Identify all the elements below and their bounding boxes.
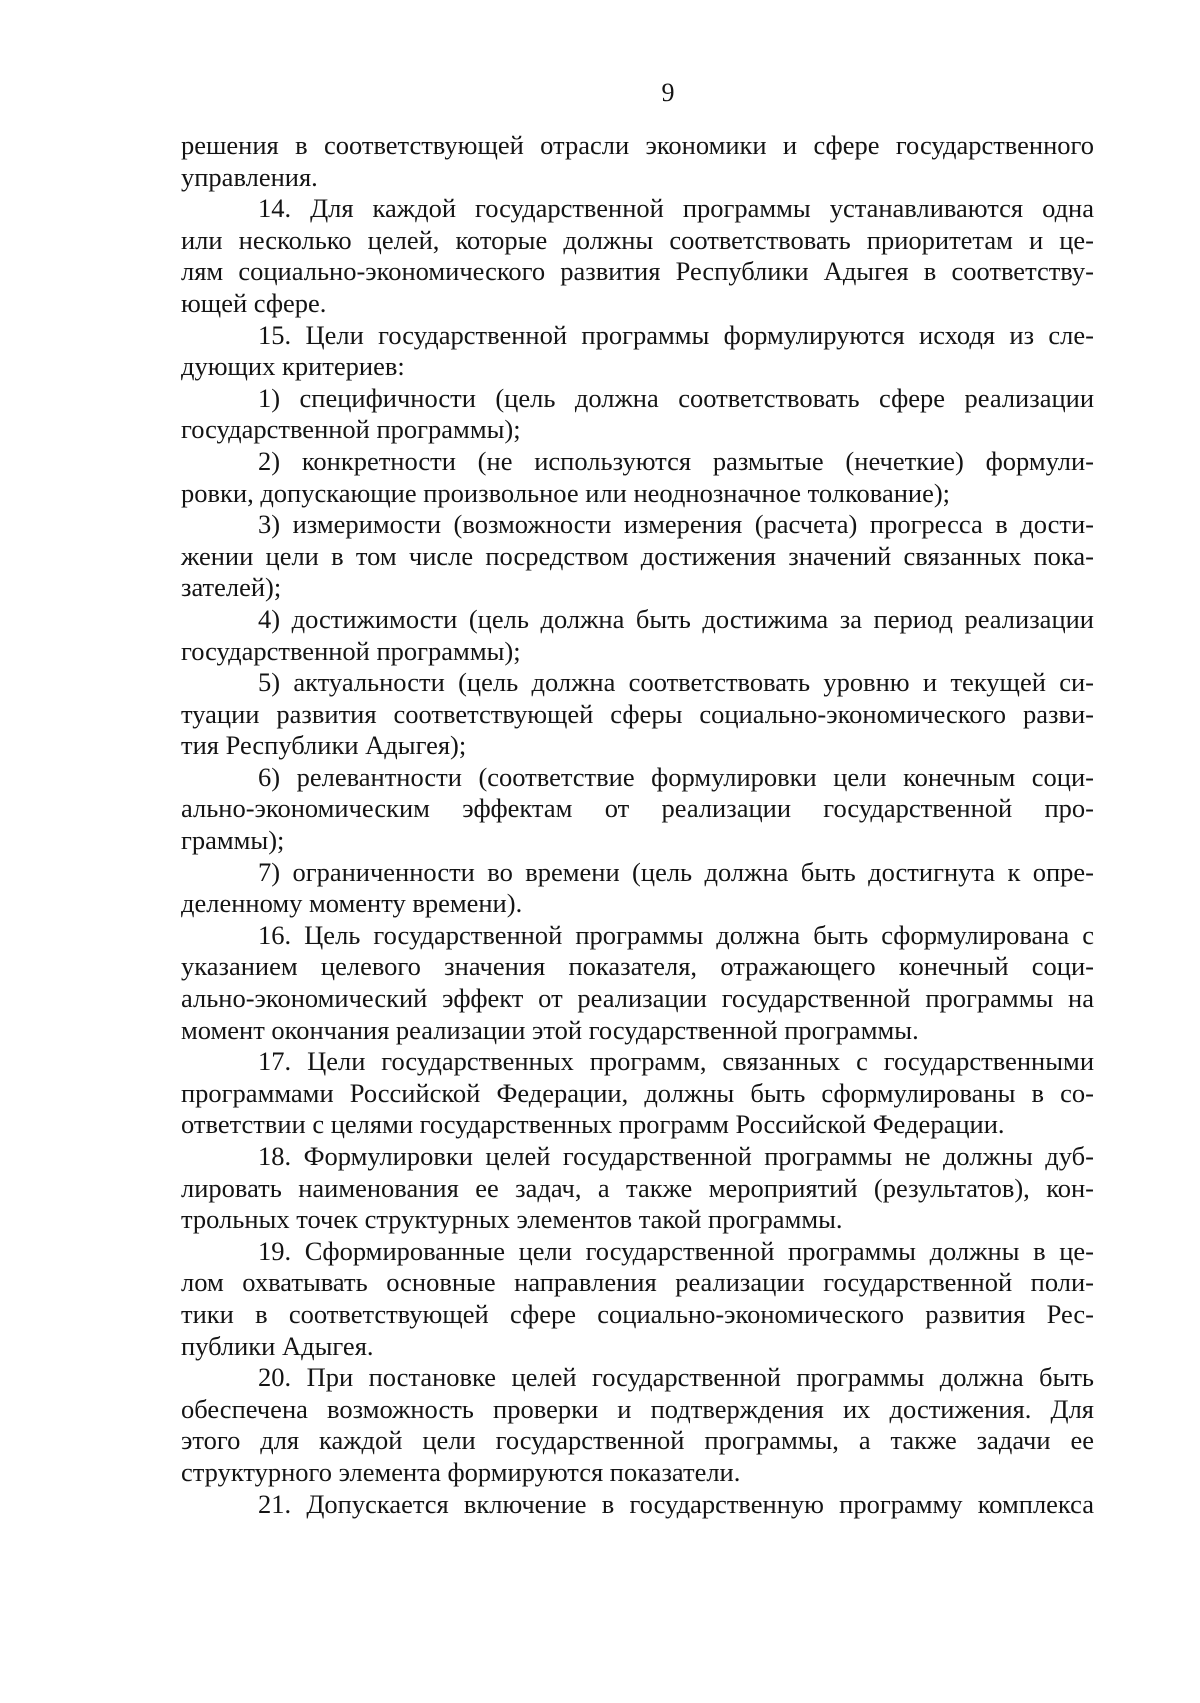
text-line: 20. При постановке целей государственной программы должна быть: [258, 1362, 1094, 1393]
text-line: программами Российской Федерации, должны быть сформулированы в со-: [181, 1077, 1094, 1108]
text-line: 17. Цели государственных программ, связанных с государственными: [258, 1046, 1094, 1077]
text-line: ально-экономическим эффектам от реализации государственной про-: [181, 793, 1094, 824]
text-line: ответствии с целями государственных программ Российской Федерации.: [181, 1109, 1005, 1140]
text-line: 14. Для каждой государственной программы устанавливаются одна: [258, 193, 1094, 224]
text-line: 1) специфичности (цель должна соответствовать сфере реализации: [258, 382, 1094, 413]
text-line: государственной программы);: [181, 635, 521, 666]
text-line: 5) актуальности (цель должна соответствовать уровню и текущей си-: [258, 667, 1094, 698]
page-number: 9: [661, 78, 675, 107]
text-line: или несколько целей, которые должны соответствовать приоритетам и це-: [181, 224, 1094, 255]
text-line: деленному моменту времени).: [181, 888, 523, 919]
text-line: указанием целевого значения показателя, отражающего конечный соци-: [181, 951, 1094, 982]
text-line: публики Адыгея.: [181, 1330, 374, 1361]
text-line: граммы);: [181, 825, 285, 856]
text-line: 3) измеримости (возможности измерения (расчета) прогресса в дости-: [258, 509, 1094, 540]
text-line: момент окончания реализации этой государственной программы.: [181, 1014, 919, 1045]
text-line: 15. Цели государственной программы формулируются исходя из сле-: [258, 319, 1094, 350]
document-body: [181, 130, 1094, 1520]
text-line: трольных точек структурных элементов такой программы.: [181, 1204, 843, 1235]
text-line: лировать наименования ее задач, а также мероприятий (результатов), кон-: [181, 1172, 1094, 1203]
text-line: обеспечена возможность проверки и подтверждения их достижения. Для: [181, 1393, 1094, 1424]
text-line: ально-экономический эффект от реализации государственной программы на: [181, 983, 1094, 1014]
text-line: 2) конкретности (не используются размытые (нечеткие) формули-: [258, 445, 1094, 476]
text-line: 7) ограниченности во времени (цель должна быть достигнута к опре-: [258, 856, 1094, 887]
text-line: ровки, допускающие произвольное или неоднозначное толкование);: [181, 477, 951, 508]
text-line: тики в соответствующей сфере социально-экономического развития Рес-: [181, 1298, 1094, 1329]
text-line: зателей);: [181, 572, 282, 603]
text-line: этого для каждой цели государственной программы, а также задачи ее: [181, 1425, 1094, 1456]
text-line: ющей сфере.: [181, 287, 327, 318]
text-line: туации развития соответствующей сферы социально-экономического разви-: [181, 698, 1094, 729]
text-line: 16. Цель государственной программы должна быть сформулирована с: [258, 919, 1094, 950]
text-line: 19. Сформированные цели государственной программы должны в це-: [258, 1235, 1094, 1266]
text-line: лом охватывать основные направления реализации государственной поли-: [181, 1267, 1094, 1298]
text-line: решения в соответствующей отрасли экономики и сфере государственного: [181, 130, 1094, 160]
text-line: структурного элемента формируются показатели.: [181, 1456, 741, 1487]
text-line: лям социально-экономического развития Республики Адыгея в соответству-: [181, 256, 1094, 287]
text-line: тия Республики Адыгея);: [181, 730, 467, 761]
text-line: жении цели в том числе посредством достижения значений связанных пока-: [181, 540, 1094, 571]
text-line: 18. Формулировки целей государственной программы не должны дуб-: [258, 1141, 1094, 1171]
text-line: дующих критериев:: [181, 351, 405, 382]
text-line: 21. Допускается включение в государственную программу комплекса: [258, 1488, 1094, 1519]
text-line: управления.: [181, 161, 318, 192]
text-line: 6) релевантности (соответствие формулировки цели конечным соци-: [258, 761, 1094, 792]
text-line: государственной программы);: [181, 414, 521, 445]
text-line: 4) достижимости (цель должна быть достижима за период реализации: [258, 603, 1094, 634]
